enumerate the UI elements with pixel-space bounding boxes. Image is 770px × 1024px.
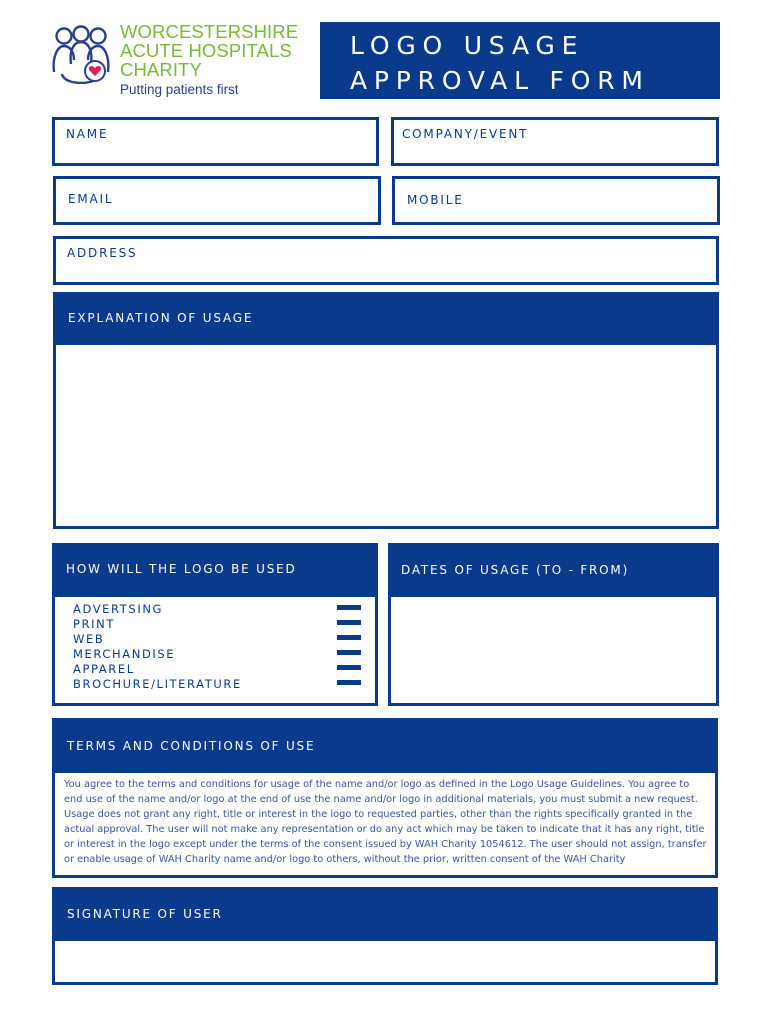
name-label: NAME	[66, 127, 109, 141]
address-label: ADDRESS	[67, 246, 138, 260]
terms-section	[52, 718, 718, 878]
logo-tagline: Putting patients first	[120, 82, 239, 97]
option-brochure-checkbox[interactable]	[337, 680, 361, 685]
option-web-label: WEB	[73, 632, 105, 646]
explanation-section[interactable]	[53, 292, 719, 529]
option-brochure-label: BROCHURE/LITERATURE	[73, 677, 242, 691]
logo-line-1: WORCESTERSHIRE	[120, 21, 299, 42]
logo-use-section	[52, 543, 378, 706]
usage-options-list	[73, 602, 242, 692]
option-print-label: PRINT	[73, 617, 115, 631]
logo-wordmark	[120, 22, 298, 99]
dates-header	[391, 546, 716, 597]
terms-heading: TERMS AND CONDITIONS OF USE	[67, 739, 316, 753]
signature-header	[55, 890, 715, 941]
address-field[interactable]	[53, 236, 719, 285]
name-field[interactable]	[52, 117, 379, 166]
terms-body: You agree to the terms and conditions for usage of the name and/or logo as defined in the Logo Usage Guidelines. You agree to end use of the name and/or logo at the end of use the name and/or logo in additional materials, you must submit a new request. Usage does not grant any right, title or interest in the logo to requested parties, other than the rights specifically granted in the actual approval. The user will not make any representation or do any act which may be taken to indicate that it has any right, title or interest in the logo except under the terms of the consent issued by WAH Charity 1054612. The user should not assign, transfer or enable usage of WAH Charity name and/or logo to others, without the prior, written consent of the WAH Charity	[64, 779, 707, 865]
explanation-header	[56, 295, 716, 345]
signature-heading: SIGNATURE OF USER	[67, 907, 223, 921]
logo-use-header	[55, 546, 375, 597]
terms-header	[55, 721, 715, 773]
dates-section[interactable]	[388, 543, 719, 706]
email-field[interactable]	[53, 176, 381, 225]
option-print-checkbox[interactable]	[337, 620, 361, 625]
company-event-label: COMPANY/EVENT	[402, 127, 529, 141]
logo-line-2: ACUTE HOSPITALS	[120, 40, 292, 61]
option-web-checkbox[interactable]	[337, 635, 361, 640]
explanation-heading: EXPLANATION OF USAGE	[68, 311, 254, 325]
form-title-line-2: APPROVAL FORM	[350, 66, 650, 95]
mobile-field[interactable]	[392, 176, 720, 225]
option-advertising-checkbox[interactable]	[337, 605, 361, 610]
email-label: EMAIL	[68, 192, 114, 206]
usage-checkboxes	[337, 605, 361, 695]
option-merchandise-label: MERCHANDISE	[73, 647, 176, 661]
mobile-label: MOBILE	[407, 193, 464, 207]
form-title-banner	[320, 22, 720, 99]
charity-logo	[50, 22, 315, 100]
form-title-line-1: LOGO USAGE	[350, 31, 585, 60]
option-advertising-label: ADVERTSING	[73, 602, 164, 616]
people-heart-icon	[50, 24, 112, 84]
logo-line-3: CHARITY	[120, 59, 202, 80]
signature-section[interactable]	[52, 887, 718, 985]
logo-use-heading: HOW WILL THE LOGO BE USED	[66, 562, 297, 576]
company-event-field[interactable]	[391, 117, 719, 166]
option-apparel-label: APPAREL	[73, 662, 135, 676]
option-apparel-checkbox[interactable]	[337, 665, 361, 670]
option-merchandise-checkbox[interactable]	[337, 650, 361, 655]
dates-heading: DATES OF USAGE (TO - FROM)	[401, 563, 630, 577]
